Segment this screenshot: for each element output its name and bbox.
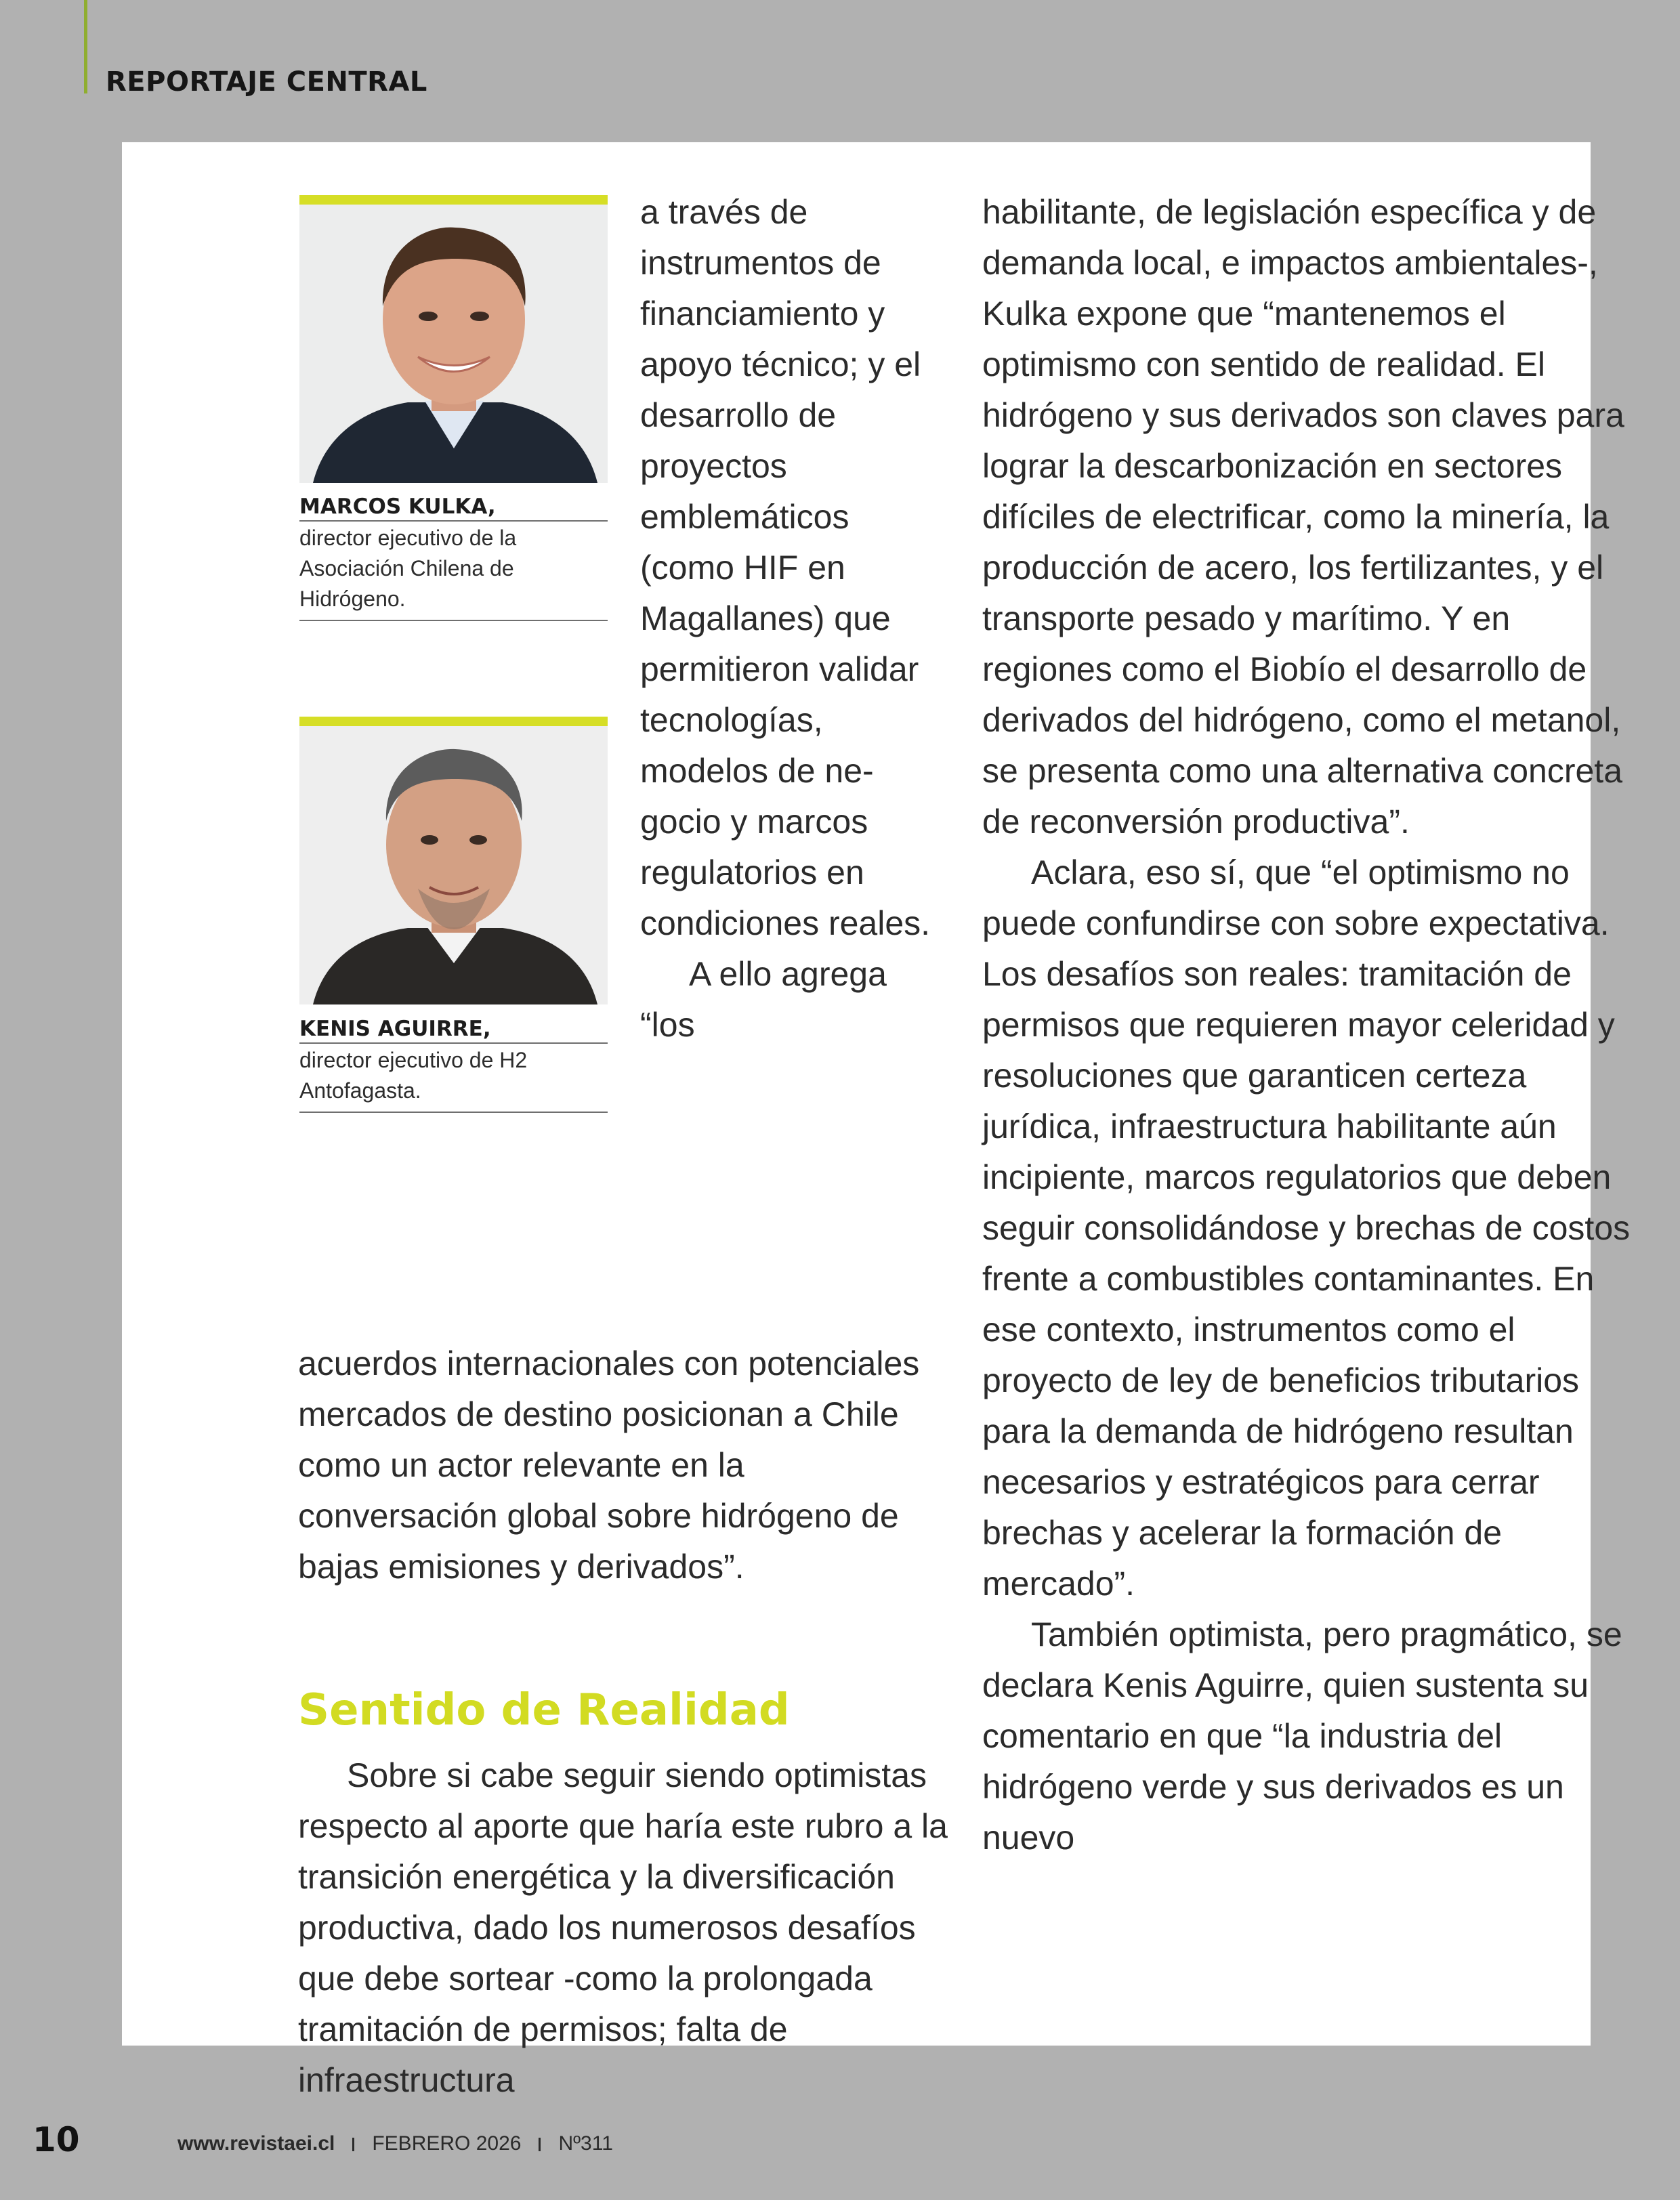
article-column-right [982, 187, 1633, 1863]
article-column-middle [640, 187, 938, 1051]
profile-name: MARCOS KULKA, [299, 494, 608, 522]
article-paragraph: A ello agrega “los [640, 955, 887, 1044]
photo-accent-bar [299, 195, 608, 205]
footer-url[interactable]: www.revistaei.cl [177, 2132, 335, 2155]
footer-info [177, 2132, 613, 2155]
section-marker-bar [84, 0, 87, 93]
footer-separator [352, 2138, 354, 2151]
article-column-left-lower [298, 1750, 948, 2106]
caption-marcos-kulka [299, 494, 608, 621]
article-paragraph: También optimista, pero pragmático, se declara Kenis Aguirre, quien sustenta su comentario en que “la industria del hidrógeno verde y sus derivados es un nuevo [982, 1615, 1622, 1857]
page-footer [0, 2120, 1680, 2167]
photo-accent-bar [299, 717, 608, 726]
section-label: REPORTAJE CENTRAL [106, 66, 427, 98]
article-paragraph: Sobre si cabe seguir siendo optimistas respecto al aporte que haría este rubro a la transición energética y la diversificación productiva, dado los numerosos desafíos que debe sortear -como la prolongada tramitación de permisos; falta de infraestructura [298, 1756, 948, 2099]
article-paragraph: a través de instrumentos de financiamiento y apoyo técnico; y el desarrollo de proyectos emblemáticos (como HIF en Magallanes) que permitieron validar tecnologías, modelos de negocio y marcos regulatorios en condiciones reales. [640, 193, 931, 942]
footer-issue: Nº311 [558, 2132, 613, 2155]
portrait-photo-marcos-kulka [299, 205, 608, 483]
article-column-left [298, 1338, 948, 1592]
profile-role: director ejecutivo de H2 Antofagasta. [299, 1044, 608, 1113]
article-paragraph: Aclara, eso sí, que “el optimismo no puede confundirse con sobre expectativa. Los desafíos son reales: tramitación de permisos que requieren mayor celeridad y resoluciones que garanticen certeza jurídica, infraestructura habilitante aún incipiente, marcos regulatorios que deben seguir consolidándose y brechas de costos frente a combustibles contaminantes. En ese contexto, instrumentos como el proyecto de ley de beneficios tributarios para la demanda de hidrógeno resultan necesarios y estratégicos para cerrar brechas y acelerar la formación de mercado”. [982, 853, 1631, 1603]
profile-name: KENIS AGUIRRE, [299, 1017, 608, 1044]
article-paragraph: habilitante, de legislación específica y de demanda local, e impactos ambientales-, Kulka expone que “mantenemos el optimismo con sentido de realidad. El hidrógeno y sus derivados son claves para lograr la descarbonización en sectores difíciles de electrificar, como la minería, la producción de acero, los fertilizantes, y el transporte pesado y marítimo. Y en regiones como el Biobío el desarrollo de derivados del hidrógeno, como el metanol, se presenta como una alternativa concreta de reconversión productiva”. [982, 193, 1624, 841]
article-page [122, 142, 1631, 2099]
profile-role: director ejecutivo de la Asociación Chilena de Hidrógeno. [299, 522, 608, 621]
footer-separator [539, 2138, 541, 2151]
article-paragraph: acuerdos internacionales con potenciales mercados de destino posicionan a Chile como un actor relevante en la conversación global sobre hidrógeno de bajas emisiones y derivados”. [298, 1345, 920, 1586]
caption-kenis-aguirre [299, 1017, 608, 1113]
portrait-photo-kenis-aguirre [299, 726, 608, 1004]
footer-date: FEBRERO 2026 [372, 2132, 522, 2155]
page-number: 10 [33, 2120, 80, 2159]
section-subheading: Sentido de Realidad [298, 1685, 790, 1735]
